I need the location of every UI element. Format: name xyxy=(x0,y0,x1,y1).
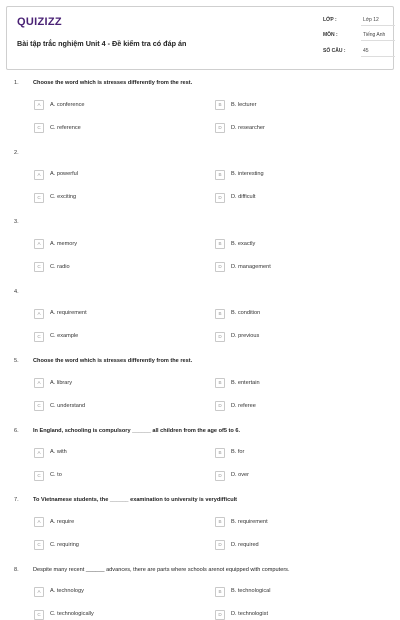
option-letter-box: B xyxy=(215,448,225,458)
meta-subject-label: MÔN : xyxy=(323,32,338,38)
option-letter-box: A xyxy=(34,309,44,319)
option-text: A. powerful xyxy=(50,171,78,177)
question-text: In England, schooling is compulsory ______ all children from the age of5 to 6. xyxy=(33,427,241,434)
option-text: D. over xyxy=(231,472,250,478)
option-text: B. lecturer xyxy=(231,101,257,108)
option-text: A. with xyxy=(50,449,67,455)
option-letter-box: C xyxy=(34,332,44,342)
meta-count-label: SỐ CÂU : xyxy=(323,48,346,54)
option-text: C. to xyxy=(50,472,62,478)
option-text: C. reference xyxy=(50,124,81,131)
option-text: B. entertain xyxy=(231,379,260,386)
option-text: D. management xyxy=(231,263,271,270)
option-letter-box: C xyxy=(34,401,44,411)
option-text: C. radio xyxy=(50,263,70,270)
question-number: 7. xyxy=(14,497,19,503)
option-text: A. technology xyxy=(50,588,84,594)
option-letter-box: B xyxy=(215,100,225,110)
question-number: 8. xyxy=(14,566,19,573)
question-number: 3. xyxy=(14,219,19,225)
option-text: D. required xyxy=(231,541,259,548)
option-letter-box: B xyxy=(215,378,225,388)
option-letter-box: D xyxy=(215,123,225,133)
option-letter-box: D xyxy=(215,540,225,550)
question-number: 2. xyxy=(14,149,19,156)
option-text: A. requirement xyxy=(50,310,87,316)
question-text: Despite many recent ______ advances, there are parts where schools arenot equipped with computers. xyxy=(33,566,290,573)
question-number: 6. xyxy=(14,427,19,434)
option-text: B. technological xyxy=(231,588,271,594)
option-letter-box: D xyxy=(215,193,225,203)
question-text: Choose the word which is stresses differently from the rest. xyxy=(33,358,193,364)
question-text: Choose the word which is stresses differently from the rest. xyxy=(33,80,193,86)
option-text: D. previous xyxy=(231,333,260,339)
option-letter-box: A xyxy=(34,239,44,249)
option-letter-box: C xyxy=(34,123,44,133)
question-text: To Vietnamese students, the ______ examination to university is verydifficult xyxy=(33,497,238,503)
option-letter-box: D xyxy=(215,262,225,272)
option-text: D. technologist xyxy=(231,611,269,617)
option-text: C. exciting xyxy=(50,194,77,200)
option-letter-box: C xyxy=(34,610,44,620)
option-letter-box: A xyxy=(34,517,44,527)
meta-class-value: Lớp 12 xyxy=(363,17,379,23)
option-text: C. requiring xyxy=(50,541,79,548)
option-text: A. memory xyxy=(50,240,78,247)
option-text: D. referee xyxy=(231,402,256,409)
option-letter-box: D xyxy=(215,610,225,620)
option-letter-box: B xyxy=(215,309,225,319)
option-text: B. interesting xyxy=(231,171,264,177)
option-letter-box: C xyxy=(34,471,44,481)
question-number: 1. xyxy=(14,80,19,86)
option-text: B. for xyxy=(231,449,245,455)
option-text: B. requirement xyxy=(231,518,268,525)
option-text: B. exactly xyxy=(231,240,256,247)
option-letter-box: A xyxy=(34,100,44,110)
option-letter-box: A xyxy=(34,448,44,458)
option-letter-box: A xyxy=(34,378,44,388)
option-letter-box: C xyxy=(34,540,44,550)
option-letter-box: A xyxy=(34,170,44,180)
question-number: 5. xyxy=(14,358,19,364)
option-letter-box: B xyxy=(215,517,225,527)
option-text: C. example xyxy=(50,333,79,339)
option-letter-box: D xyxy=(215,401,225,411)
option-text: C. technologically xyxy=(50,611,94,617)
option-letter-box: D xyxy=(215,332,225,342)
option-letter-box: D xyxy=(215,471,225,481)
option-letter-box: B xyxy=(215,239,225,249)
worksheet-header xyxy=(6,6,394,70)
option-letter-box: C xyxy=(34,193,44,203)
option-text: A. library xyxy=(50,379,73,386)
question-number: 4. xyxy=(14,288,19,295)
option-text: A. require xyxy=(50,518,75,525)
option-letter-box: A xyxy=(34,587,44,597)
meta-count-value: 45 xyxy=(363,48,369,54)
option-text: B. condition xyxy=(231,310,261,316)
option-letter-box: B xyxy=(215,170,225,180)
option-text: A. conference xyxy=(50,101,85,108)
option-text: D. difficult xyxy=(231,194,256,200)
option-text: C. understand xyxy=(50,402,86,409)
meta-subject-value: Tiếng Anh xyxy=(363,32,386,38)
option-text: D. researcher xyxy=(231,124,265,131)
quizizz-logo: QUIZIZZ xyxy=(17,16,62,28)
option-letter-box: B xyxy=(215,587,225,597)
worksheet-title: Bài tập trắc nghiệm Unit 4 - Đề kiểm tra có đáp án xyxy=(17,39,187,48)
meta-class-label: LỚP : xyxy=(323,17,337,23)
option-letter-box: C xyxy=(34,262,44,272)
